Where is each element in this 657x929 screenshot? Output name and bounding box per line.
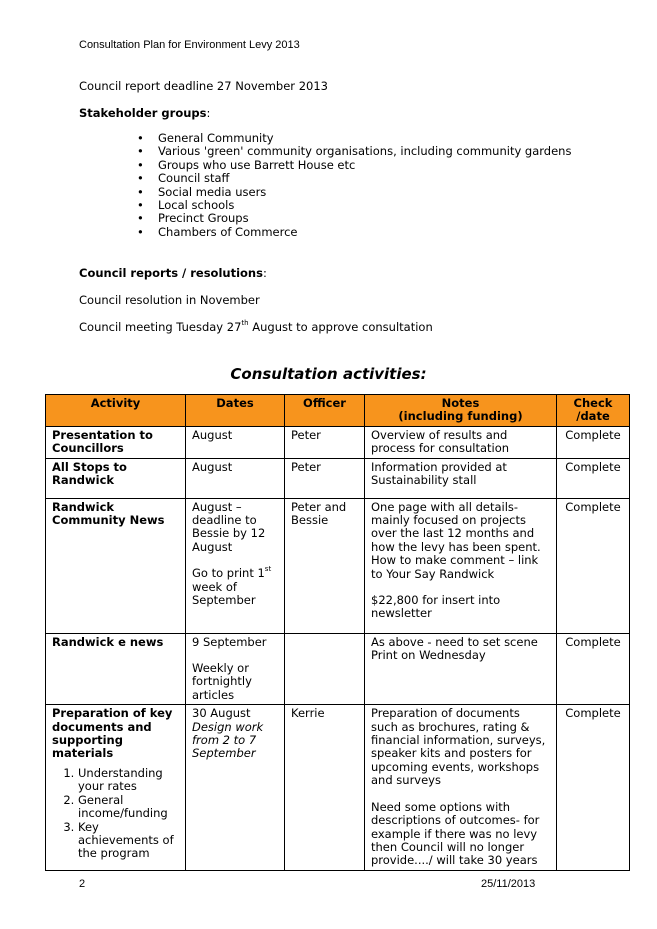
table-row [46,426,630,458]
dates-text: Design work from 2 to 7 September [192,719,264,761]
notes-text: Print on Wednesday [371,648,486,663]
dates-cell [186,498,285,633]
reports-heading-text: Council reports / resolutions [79,266,263,280]
council-meeting [79,320,433,334]
notes-text: $22,800 for insert into newsletter [371,593,501,621]
activity-sub-list [52,767,179,861]
list-item: • Council staff [158,172,571,185]
table-row [46,498,630,633]
check-cell: Complete [557,458,630,498]
dates-cell [186,705,285,870]
header-notes-line2: (including funding) [398,409,523,424]
header-notes [365,395,557,427]
list-item: • Local schools [158,199,571,212]
header-dates: Dates [186,395,285,427]
notes-text: Preparation of documents such as brochures, rating & financial information, surveys, speaker kits and posters for upcoming events, workshops and surveys [371,706,546,788]
stakeholder-heading-colon: : [206,106,211,120]
notes-cell: Information provided at Sustainability stall [365,458,557,498]
notes-cell: Overview of results and process for consultation [365,426,557,458]
dates-text [192,567,278,607]
list-item: • Chambers of Commerce [158,226,571,239]
check-cell: Complete [557,426,630,458]
stakeholder-list [158,132,571,239]
activity-cell: All Stops to Randwick [46,458,186,498]
check-cell: Complete [557,633,630,705]
dates-text: Weekly or fortnightly articles [192,661,252,702]
dates-cell: August [186,458,285,498]
check-cell: Complete [557,705,630,870]
list-item: 2. General income/funding [78,794,179,821]
activities-title: Consultation activities: [230,365,427,383]
table-row [46,458,630,498]
notes-text: As above - need to set scene [371,634,538,649]
activity-cell: Randwick e news [46,633,186,705]
list-item: • Social media users [158,186,571,199]
footer-date: 25/11/2013 [481,878,536,890]
table-header-row [46,395,630,427]
notes-text: One page with all details- mainly focused on projects over the last 12 months and how the levy has been spent. [371,499,541,554]
header-check-line1: Check [573,396,613,410]
officer-cell: Kerrie [285,705,365,870]
list-item: • General Community [158,132,571,145]
council-meeting-post: August to approve consultation [248,320,433,334]
notes-cell [365,498,557,633]
stakeholder-heading [79,106,210,120]
council-resolution: Council resolution in November [79,293,260,307]
notes-cell [365,705,557,870]
header-officer: Officer [285,395,365,427]
officer-cell [285,633,365,705]
activity-cell [46,705,186,870]
notes-text: How to make comment – link to Your Say Randwick [371,553,539,581]
stakeholder-heading-text: Stakeholder groups [79,106,207,120]
list-item: 1. Understanding your rates [78,767,179,794]
report-deadline: Council report deadline 27 November 2013 [79,79,328,93]
header-activity: Activity [46,395,186,427]
dates-text: 9 September [192,634,267,649]
header-check-line2: /date [576,409,610,424]
council-meeting-sup: th [241,319,249,328]
notes-cell [365,633,557,705]
notes-text: Need some options with descriptions of outcomes- for example if there was no levy then Council will no longer provide..../ will take 30 years [371,799,540,868]
dates-cell [186,633,285,705]
header-notes-line1: Notes [441,396,480,410]
reports-heading-colon: : [262,266,267,280]
officer-cell: Peter [285,458,365,498]
table-row [46,633,630,705]
table-row [46,705,630,870]
check-cell: Complete [557,498,630,633]
dates-print-pre: Go to print 1 [192,566,265,581]
dates-print-post: week of September [192,579,256,608]
council-meeting-pre: Council meeting Tuesday 27 [79,320,242,334]
list-item: 3. Key achievements of the program [78,821,179,861]
dates-print-sup: st [264,565,272,574]
officer-cell: Peter and Bessie [285,498,365,633]
list-item: • Various 'green' community organisations, including community gardens [158,145,571,158]
dates-text: August – deadline to Bessie by 12 August [192,499,266,554]
list-item: • Groups who use Barrett House etc [158,159,571,172]
activity-cell: Presentation to Councillors [46,426,186,458]
reports-heading [79,266,267,280]
dates-text: 30 August [192,706,251,721]
header-check [557,395,630,427]
activities-table [45,394,630,871]
activity-cell: Randwick Community News [46,498,186,633]
spacer [371,788,550,801]
dates-cell: August [186,426,285,458]
document-header: Consultation Plan for Environment Levy 2013 [79,39,300,51]
officer-cell: Peter [285,426,365,458]
page-number: 2 [79,878,86,890]
list-item: • Precinct Groups [158,212,571,225]
activity-text: Preparation of key documents and supporting materials [52,706,173,761]
